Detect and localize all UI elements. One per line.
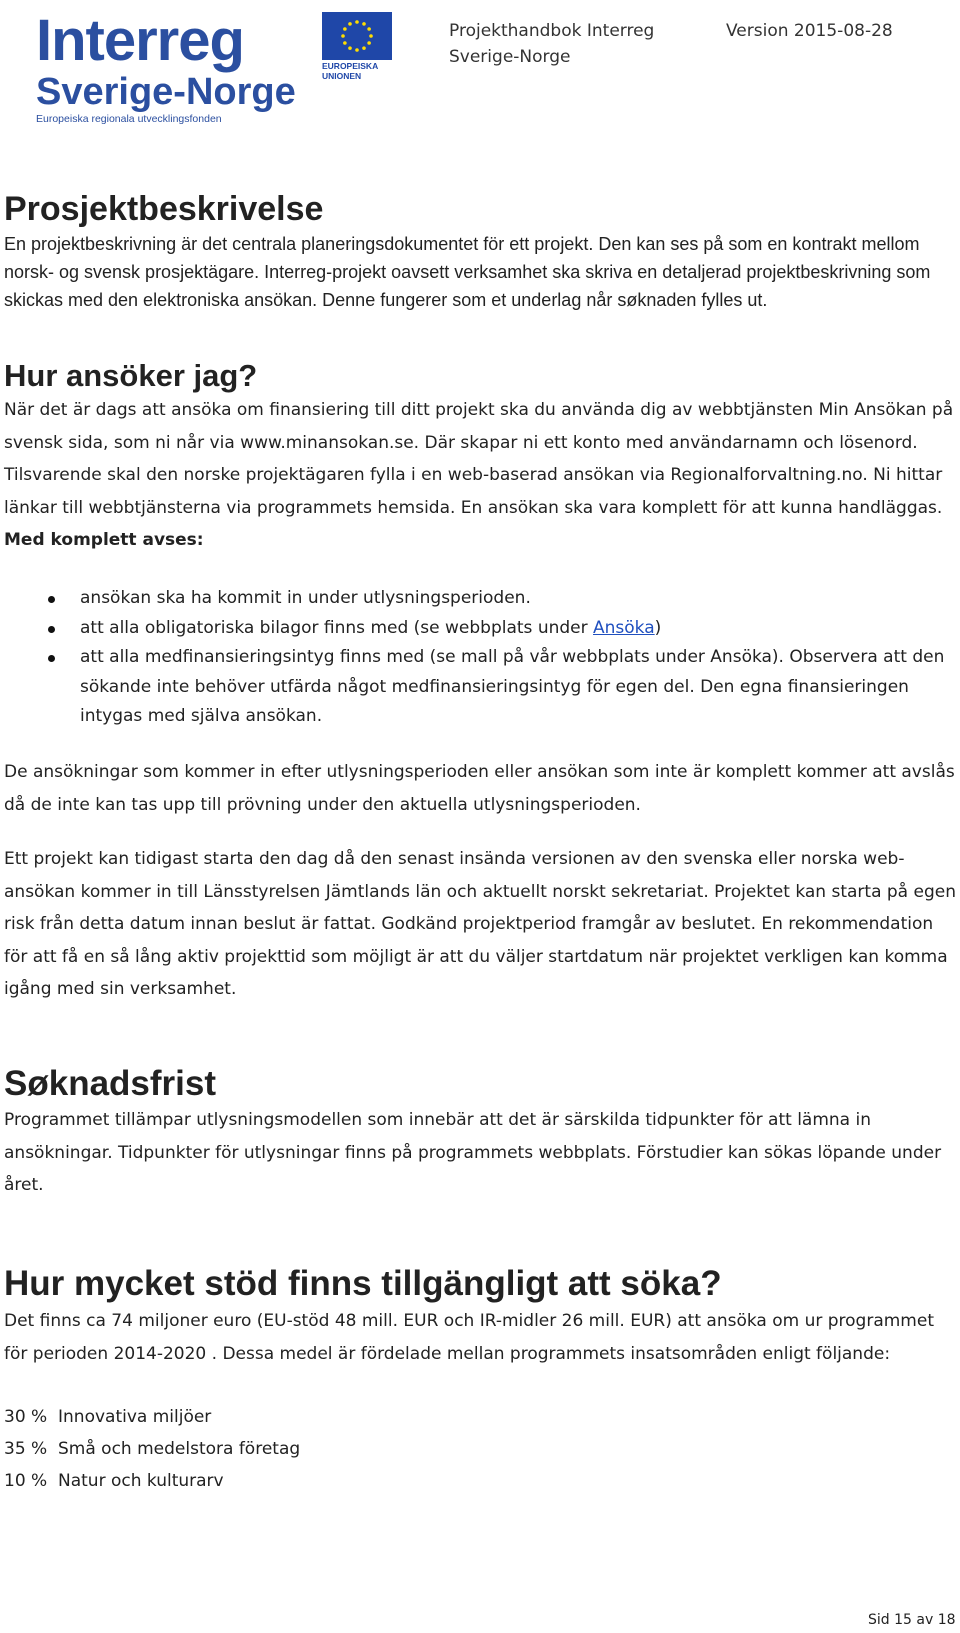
eu-star xyxy=(369,34,373,38)
page-number: Sid 15 av 18 xyxy=(868,1612,956,1628)
allocation-label: Små och medelstora företag xyxy=(58,1439,301,1459)
eu-star xyxy=(355,20,359,24)
eu-star xyxy=(348,46,352,50)
paragraph-prosjektbeskrivelse: En projektbeskrivning är det centrala planeringsdokumentet för ett projekt. Den kan ses på som en kontrakt mellom norsk- og svensk prosjektägare. Interreg-projekt oavsett verksamhet ska skriva en detaljerad projektbeskrivning som skickas med den elektroniska ansökan. Denne fungerer som et underlag når søknaden fylles ut. xyxy=(4,234,931,310)
logo-fund-text: Europeiska regionala utvecklingsfonden xyxy=(36,113,222,125)
eu-star xyxy=(341,34,345,38)
bullet-icon xyxy=(48,655,55,662)
paragraph-soknadsfrist: Programmet tillämpar utlysningsmodellen som innebär att det är särskilda tidpunkter för att lämna in ansökningar. Tidpunkter för utlysningar finns på programmets webbplats. Förstudier kan sökas löpande under året. xyxy=(4,1110,942,1195)
eu-star xyxy=(362,22,366,26)
komplett-avses-label: Med komplett avses: xyxy=(4,530,204,550)
eu-star xyxy=(348,22,352,26)
eu-star xyxy=(343,27,347,31)
paragraph-hur-ansoker xyxy=(4,394,959,557)
list-item xyxy=(4,584,959,614)
list-item xyxy=(4,614,959,644)
list-item-text: att alla medfinansieringsintyg finns med (se mall på vår webbplats under Ansöka). Observera att den sökande inte behöver utfärda något medfinansieringsintyg för egen del. Den egna finansieringen intygas med själva ansökan. xyxy=(80,647,945,726)
allocation-row xyxy=(4,1401,211,1433)
interreg-logo xyxy=(36,8,296,125)
eu-label xyxy=(322,61,378,81)
eu-label-line2: UNIONEN xyxy=(322,71,362,81)
ansoka-link[interactable]: Ansöka xyxy=(593,617,655,638)
heading-prosjektbeskrivelse: Prosjektbeskrivelse xyxy=(4,190,324,228)
eu-star xyxy=(367,41,371,45)
list-item xyxy=(4,643,959,732)
allocation-percent: 10 % xyxy=(4,1471,48,1491)
requirements-list xyxy=(4,584,959,732)
allocation-row xyxy=(4,1465,224,1497)
eu-star xyxy=(367,27,371,31)
allocation-label: Natur och kulturarv xyxy=(58,1471,224,1491)
paragraph-stod: Det finns ca 74 miljoner euro (EU-stöd 48 mill. EUR och IR-midler 26 mill. EUR) att ansöka om ur programmet för perioden 2014-2020 . Dessa medel är fördelade mellan programmets insatsområden enligt följande: xyxy=(4,1311,934,1364)
eu-flag-icon xyxy=(322,12,392,60)
eu-star xyxy=(362,46,366,50)
heading-soknadsfrist: Søknadsfrist xyxy=(4,1064,216,1103)
eu-star xyxy=(355,48,359,52)
allocation-percent: 35 % xyxy=(4,1439,48,1459)
list-item-text-pre: att alla obligatoriska bilagor finns med (se webbplats under xyxy=(80,617,594,638)
heading-hur-ansoker-jag: Hur ansöker jag? xyxy=(4,358,258,393)
allocation-percent: 30 % xyxy=(4,1407,48,1427)
paragraph-project-start: Ett projekt kan tidigast starta den dag då den senast insända versionen av den svenska eller norska web-ansökan kommer in till Länsstyrelsen Jämtlands län och aktuellt norskt sekretariat. Projektet kan starta på egen risk från detta datum innan beslut är fattat. Godkänd projektperiod framgår av beslutet. En rekommendation för att få en så lång aktiv projekttid som möjligt är att du väljer startdatum när projektet verkligen kan komma igång med sin verksamhet. xyxy=(4,849,956,999)
heading-hur-mycket-stod: Hur mycket stöd finns tillgängligt att söka? xyxy=(4,1264,722,1303)
handbook-title xyxy=(449,18,654,70)
logo-word-sverige-norge: Sverige-Norge xyxy=(36,71,296,113)
logo-word-interreg: Interreg xyxy=(36,8,244,73)
list-item-text-post: ) xyxy=(654,617,662,638)
bullet-icon xyxy=(48,596,55,603)
paragraph-hur-ansoker-text: När det är dags att ansöka om finansiering till ditt projekt ska du använda dig av webbtjänsten Min Ansökan på svensk sida, som ni når via www.minansokan.se. Där skapar ni ett konto med användarnamn och lösenord. Tilsvarende skal den norske projektägaren fylla i en web-baserad ansökan via Regionalforvaltning.no. Ni hittar länkar till webbtjänsterna via programmets hemsida. En ansökan ska vara komplett för att kunna handläggas. xyxy=(4,400,954,518)
bullet-icon xyxy=(48,626,55,633)
handbook-title-line1: Projekthandbok Interreg xyxy=(449,21,655,41)
allocation-label: Innovativa miljöer xyxy=(58,1407,212,1427)
eu-star xyxy=(343,41,347,45)
eu-label-line1: EUROPEISKA xyxy=(322,61,379,71)
list-item-text: ansökan ska ha kommit in under utlysningsperioden. xyxy=(80,588,531,608)
handbook-title-line2: Sverige-Norge xyxy=(449,47,571,67)
allocation-row xyxy=(4,1433,300,1465)
paragraph-late-applications: De ansökningar som kommer in efter utlysningsperioden eller ansökan som inte är komplett kommer att avslås då de inte kan tas upp till prövning under den aktuella utlysningsperioden. xyxy=(4,762,955,815)
document-version: Version 2015-08-28 xyxy=(726,21,893,41)
